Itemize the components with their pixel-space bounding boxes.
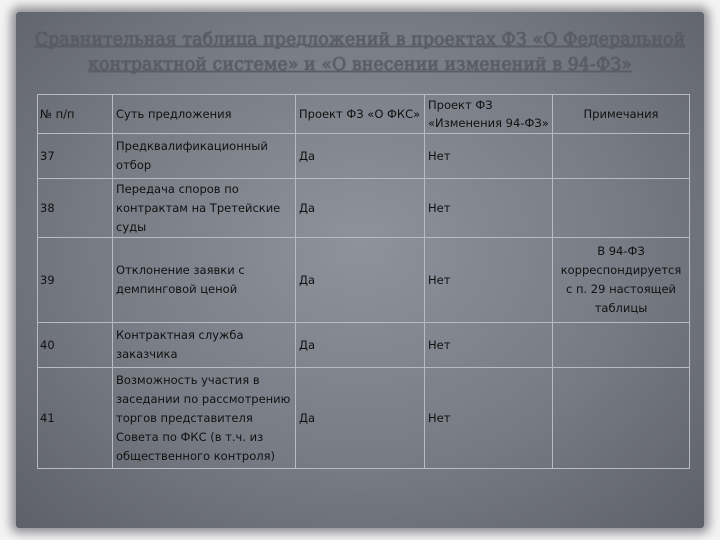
cell-fks: Да	[296, 134, 425, 179]
cell-essence: Передача споров по контрактам на Третейские суды	[113, 179, 296, 238]
cell-notes: В 94-ФЗ корреспондируется с п. 29 настоящей таблицы	[553, 238, 690, 323]
cell-essence: Контрактная служба заказчика	[113, 323, 296, 368]
cell-number: 40	[38, 323, 113, 368]
cell-changes: Нет	[425, 179, 553, 238]
cell-number: 37	[38, 134, 113, 179]
cell-fks: Да	[296, 323, 425, 368]
cell-essence: Предквалификационный отбор	[113, 134, 296, 179]
table-row	[38, 134, 690, 179]
comparison-table	[37, 94, 690, 469]
cell-fks: Да	[296, 368, 425, 469]
cell-changes: Нет	[425, 323, 553, 368]
cell-notes	[553, 323, 690, 368]
header-fks-project: Проект ФЗ «О ФКС»	[296, 95, 425, 134]
cell-number: 39	[38, 238, 113, 323]
cell-fks: Да	[296, 238, 425, 323]
table-row	[38, 238, 690, 323]
table-row	[38, 368, 690, 469]
cell-fks: Да	[296, 179, 425, 238]
cell-number: 41	[38, 368, 113, 469]
header-essence: Суть предложения	[113, 95, 296, 134]
cell-notes	[553, 368, 690, 469]
header-number: № п/п	[38, 95, 113, 134]
header-changes-project: Проект ФЗ «Изменения 94-ФЗ»	[425, 95, 553, 134]
cell-essence: Возможность участия в заседании по рассмотрению торгов представителя Совета по ФКС (в т.ч. из общественного контроля)	[113, 368, 296, 469]
cell-notes	[553, 134, 690, 179]
slide	[16, 12, 704, 528]
slide-title	[16, 28, 704, 78]
cell-changes: Нет	[425, 238, 553, 323]
title-line-1: Сравнительная таблица предложений в проектах ФЗ «О Федеральной	[34, 30, 686, 50]
cell-notes	[553, 179, 690, 238]
table-row	[38, 323, 690, 368]
cell-changes: Нет	[425, 134, 553, 179]
title-line-2: контрактной системе» и «О внесении изменений в 94-ФЗ»	[88, 55, 632, 75]
table-row	[38, 179, 690, 238]
cell-changes: Нет	[425, 368, 553, 469]
header-notes: Примечания	[553, 95, 690, 134]
cell-number: 38	[38, 179, 113, 238]
cell-essence: Отклонение заявки с демпинговой ценой	[113, 238, 296, 323]
table-header-row	[38, 95, 690, 134]
